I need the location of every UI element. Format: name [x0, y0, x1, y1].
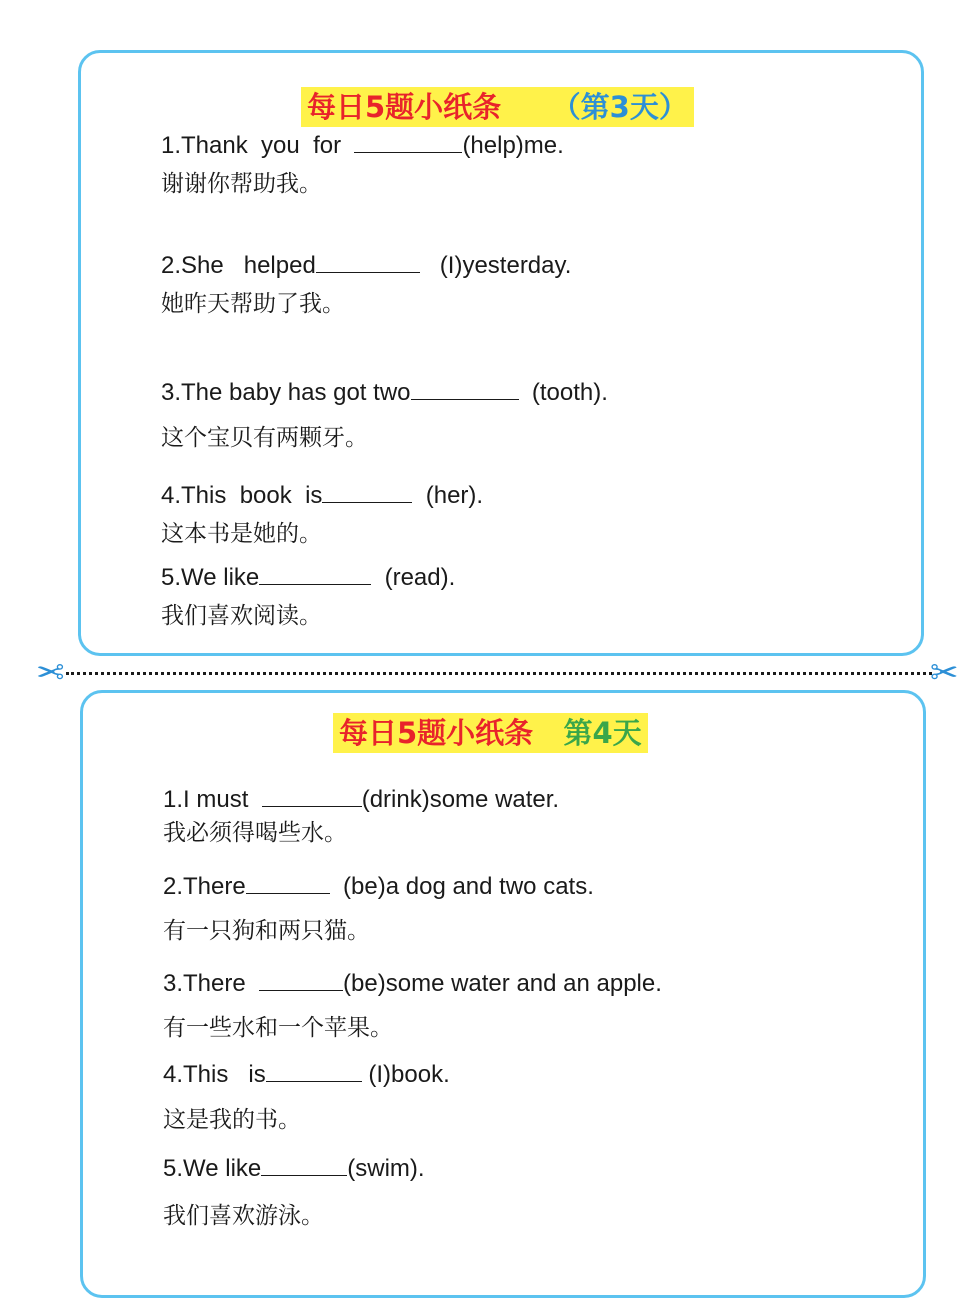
question-1	[163, 785, 559, 815]
question-hint: (be)a dog and two cats.	[329, 873, 594, 900]
card-title	[301, 87, 694, 127]
answer-blank[interactable]	[259, 970, 343, 991]
question-3	[161, 378, 608, 408]
question-hint: (help)me.	[462, 132, 564, 159]
translation-3: 这个宝贝有两颗牙。	[161, 425, 368, 451]
title-day: 第4天	[563, 716, 642, 750]
answer-blank[interactable]	[259, 564, 371, 585]
title-day: （第3天）	[551, 90, 688, 124]
question-hint: (be)some water and an apple.	[343, 970, 662, 997]
cut-line	[66, 672, 932, 675]
scissors-icon: ✂	[36, 653, 65, 693]
worksheet-card-day4	[80, 690, 926, 1298]
answer-blank[interactable]	[316, 252, 420, 273]
question-hint: (I)yesterday.	[419, 252, 572, 279]
answer-blank[interactable]	[354, 132, 462, 153]
question-text: 1.Thank you for	[161, 132, 355, 159]
scissors-icon: ✂	[930, 653, 959, 693]
question-text: 5.We like	[163, 1155, 262, 1182]
title-main: 每日5题小纸条	[339, 716, 534, 750]
question-1	[161, 131, 564, 161]
question-text: 5.We like	[161, 564, 260, 591]
question-2	[161, 251, 571, 281]
question-4	[161, 481, 483, 511]
question-2	[163, 872, 594, 902]
answer-blank[interactable]	[261, 1155, 347, 1176]
translation-4: 这是我的书。	[163, 1107, 301, 1133]
translation-1: 谢谢你帮助我。	[161, 171, 322, 197]
answer-blank[interactable]	[322, 482, 412, 503]
question-text: 4.This book is	[161, 482, 323, 509]
question-5	[161, 563, 455, 593]
translation-4: 这本书是她的。	[161, 521, 322, 547]
question-4	[163, 1060, 450, 1090]
question-hint: (drink)some water.	[361, 786, 560, 813]
question-hint: (I)book.	[361, 1061, 450, 1088]
question-3	[163, 969, 662, 999]
answer-blank[interactable]	[266, 1061, 362, 1082]
question-text: 2.There	[163, 873, 246, 900]
worksheet-card-day3	[78, 50, 924, 656]
translation-2: 她昨天帮助了我。	[161, 291, 345, 317]
question-text: 4.This is	[163, 1061, 266, 1088]
translation-1: 我必须得喝些水。	[163, 820, 347, 846]
question-text: 1.I must	[163, 786, 262, 813]
question-5	[163, 1154, 425, 1184]
translation-5: 我们喜欢阅读。	[161, 603, 322, 629]
translation-2: 有一只狗和两只猫。	[163, 918, 370, 944]
question-text: 3.The baby has got two	[161, 379, 411, 406]
card-title	[333, 713, 648, 753]
question-hint: (tooth).	[518, 379, 608, 406]
answer-blank[interactable]	[262, 786, 362, 807]
answer-blank[interactable]	[246, 873, 330, 894]
title-main: 每日5题小纸条	[307, 90, 502, 124]
question-hint: (read).	[371, 564, 456, 591]
question-text: 2.She helped	[161, 252, 316, 279]
question-hint: (her).	[412, 482, 484, 509]
answer-blank[interactable]	[411, 379, 519, 400]
question-text: 3.There	[163, 970, 260, 997]
translation-5: 我们喜欢游泳。	[163, 1203, 324, 1229]
translation-3: 有一些水和一个苹果。	[163, 1015, 393, 1041]
question-hint: (swim).	[347, 1155, 425, 1182]
